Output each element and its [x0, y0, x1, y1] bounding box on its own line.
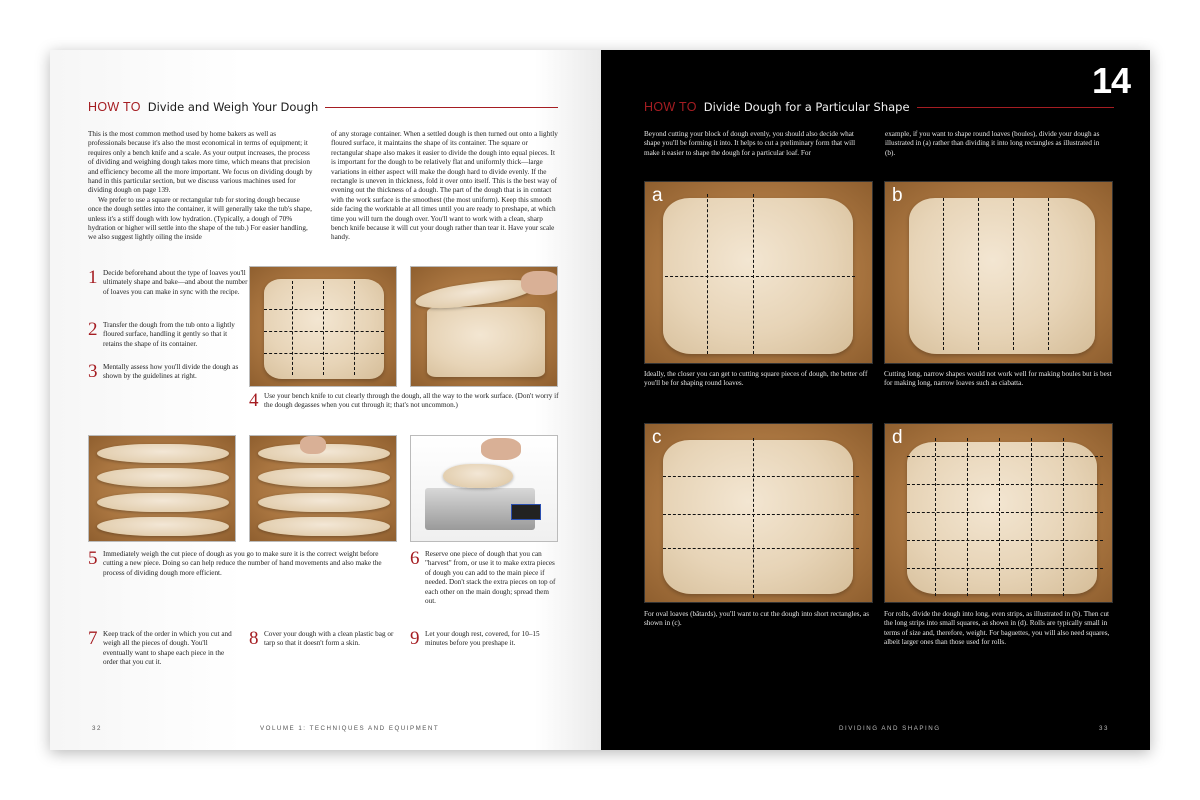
- step-text: Use your bench knife to cut clearly through the dough, all the way to the work surface. (Don't worry if the dough degasses when you cut through it; that's not uncommon.): [264, 392, 559, 410]
- step-9: [410, 630, 560, 649]
- photo-letter: b: [892, 185, 903, 206]
- dough-block: [909, 198, 1095, 354]
- heading-rule: [917, 107, 1114, 108]
- howto-tag: HOW TO: [88, 100, 141, 114]
- intro-paragraph: example, if you want to shape round loaves (boules), divide your dough as illustrated in (a) rather than dividing it into long rectangles as illustrated in (b).: [885, 130, 1100, 157]
- intro-paragraph: of any storage container. When a settled dough is then turned out onto a lightly floured surface, it maintains the shape of its container. The square or rectangular shape also makes it easier to divide the dough into equal pieces. It is important for the dough to be relatively flat and uniformly thick—large variations in either aspect will make the dough hard to divide evenly. If the rectangle is uneven in thickness, fold it over onto itself. This is the best way of evening out the thickness of a dough. The part of the dough that is in contact with the work surface is the smoothest (the most uniform). Keep this smooth side facing the worktable at all times until you are ready to preshape, at which time you will turn the dough over. You'll want to work with a clean, sharp bench knife because it will cut your dough rather than tear it. Have your scale handy.: [331, 130, 558, 242]
- photo-cut-piece: [249, 435, 397, 542]
- heading-rule: [325, 107, 558, 108]
- step-number: 8: [249, 628, 259, 649]
- step-7: [88, 630, 238, 668]
- photo-caption-d: For rolls, divide the dough into long, even strips, as illustrated in (b). Then cut the long strips into small squares, as shown in (d). Rolls are typically small in terms of size and, therefore, weight. For baguettes, you will also need squares, albeit larger ones than those used for rolls.: [884, 610, 1110, 647]
- step-2: [88, 321, 248, 349]
- step-8: [249, 630, 399, 649]
- photo-weigh-dough: [410, 435, 558, 542]
- intro-paragraph: This is the most common method used by home bakers as well as professionals because it's also the most economical in terms of equipment; it requires only a bench knife and a scale. As your output increases, the process of dividing and weighing dough takes more time, which means that precision and efficiency become all the more important. We focus on dividing dough by hand in this particular section, but we discuss various machines used for dividing dough on page 139.: [88, 130, 313, 195]
- step-1: [88, 269, 248, 297]
- photo-cut-strips: [88, 435, 236, 542]
- photo-c: [644, 423, 873, 603]
- photo-dough-guidelines: [249, 266, 397, 387]
- step-text: Decide beforehand about the type of loaves you'll ultimately shape and bake—and about the number of loaves you can make in sync with the recipe.: [103, 269, 248, 296]
- photo-caption-a: Ideally, the closer you can get to cutting square pieces of dough, the better off you'll be for shaping round loaves.: [644, 370, 868, 388]
- step-3: [88, 363, 248, 382]
- photo-bench-knife-cut: [410, 266, 558, 387]
- step-text: Cover your dough with a clean plastic bag or tarp so that it doesn't form a skin.: [264, 630, 394, 648]
- dough-block: [427, 307, 545, 377]
- hand: [481, 438, 521, 460]
- photo-caption-c: For oval loaves (bâtards), you'll want to cut the dough into short rectangles, as shown in (c).: [644, 610, 870, 628]
- step-number: 2: [88, 319, 98, 340]
- step-number: 3: [88, 361, 98, 382]
- step-text: Immediately weigh the cut piece of dough as you go to make sure it is the correct weight before cutting a new piece. Doing so can help reduce the number of hand movements and also make the process of dividing dough more efficient.: [103, 550, 382, 577]
- step-text: Mentally assess how you'll divide the dough as shown by the guidelines at right.: [103, 363, 239, 381]
- howto-tag: HOW TO: [644, 100, 697, 114]
- intro-column-2: [331, 130, 559, 243]
- right-page: [601, 50, 1150, 750]
- step-number: 4: [249, 390, 259, 411]
- intro-column-1: [644, 130, 870, 158]
- hand: [300, 436, 326, 454]
- book-spread: [50, 50, 1150, 750]
- step-text: Reserve one piece of dough that you can "harvest" from, or use it to make extra pieces of dough you can add to the main piece if needed. Don't stack the extra pieces on top of each other on the main dough; spread them out.: [425, 550, 556, 606]
- step-number: 9: [410, 628, 420, 649]
- step-text: Keep track of the order in which you cut and weigh all the pieces of dough. You'll eventually want to shape each piece in the order that you cut it.: [103, 630, 232, 667]
- step-number: 1: [88, 267, 98, 288]
- running-head: VOLUME 1: TECHNIQUES AND EQUIPMENT: [260, 725, 440, 732]
- photo-a: [644, 181, 873, 364]
- step-4: [249, 392, 561, 411]
- dough-piece: [443, 464, 513, 488]
- hand: [521, 271, 558, 295]
- photo-letter: a: [652, 185, 663, 206]
- step-text: Let your dough rest, covered, for 10–15 minutes before you preshape it.: [425, 630, 540, 648]
- dough-block: [663, 440, 853, 594]
- chapter-number: 14: [1091, 60, 1130, 101]
- howto-title: Divide and Weigh Your Dough: [147, 100, 319, 114]
- page-number: 33: [1099, 725, 1109, 732]
- left-howto-heading: [88, 99, 558, 115]
- right-howto-heading: [644, 99, 1114, 115]
- dough-block: [264, 279, 384, 379]
- intro-paragraph: Beyond cutting your block of dough evenly, you should also decide what shape you'll be forming it into. It helps to cut a preliminary form that will make it easier to shape the dough for a particular loaf. For: [644, 130, 856, 157]
- step-5: [88, 550, 400, 578]
- photo-b: [884, 181, 1113, 364]
- howto-title: Divide Dough for a Particular Shape: [703, 100, 910, 114]
- intro-column-2: [885, 130, 1111, 158]
- running-head: DIVIDING AND SHAPING: [839, 725, 941, 732]
- step-text: Transfer the dough from the tub onto a lightly floured surface, handling it gently so that it retains the shape of its container.: [103, 321, 235, 348]
- intro-paragraph: We prefer to use a square or rectangular tub for storing dough because once the dough settles into the container, it will generally take the tub's shape, unless it's a stiff dough with low hydration. (Typically, a dough of 70% hydration or higher will settle into the shape of the tub.) For easier handling, we also suggest lightly oiling the inside: [88, 195, 312, 242]
- photo-letter: d: [892, 427, 903, 448]
- photo-d: [884, 423, 1113, 603]
- step-number: 7: [88, 628, 98, 649]
- left-page: [50, 50, 601, 750]
- intro-column-1: [88, 130, 314, 243]
- photo-letter: c: [652, 427, 662, 448]
- scale-display: [511, 504, 541, 520]
- step-number: 6: [410, 548, 420, 569]
- step-6: [410, 550, 560, 606]
- photo-caption-b: Cutting long, narrow shapes would not work well for making boules but is best for making long, narrow loaves such as ciabatta.: [884, 370, 1112, 388]
- step-number: 5: [88, 548, 98, 569]
- page-number: 32: [92, 725, 102, 732]
